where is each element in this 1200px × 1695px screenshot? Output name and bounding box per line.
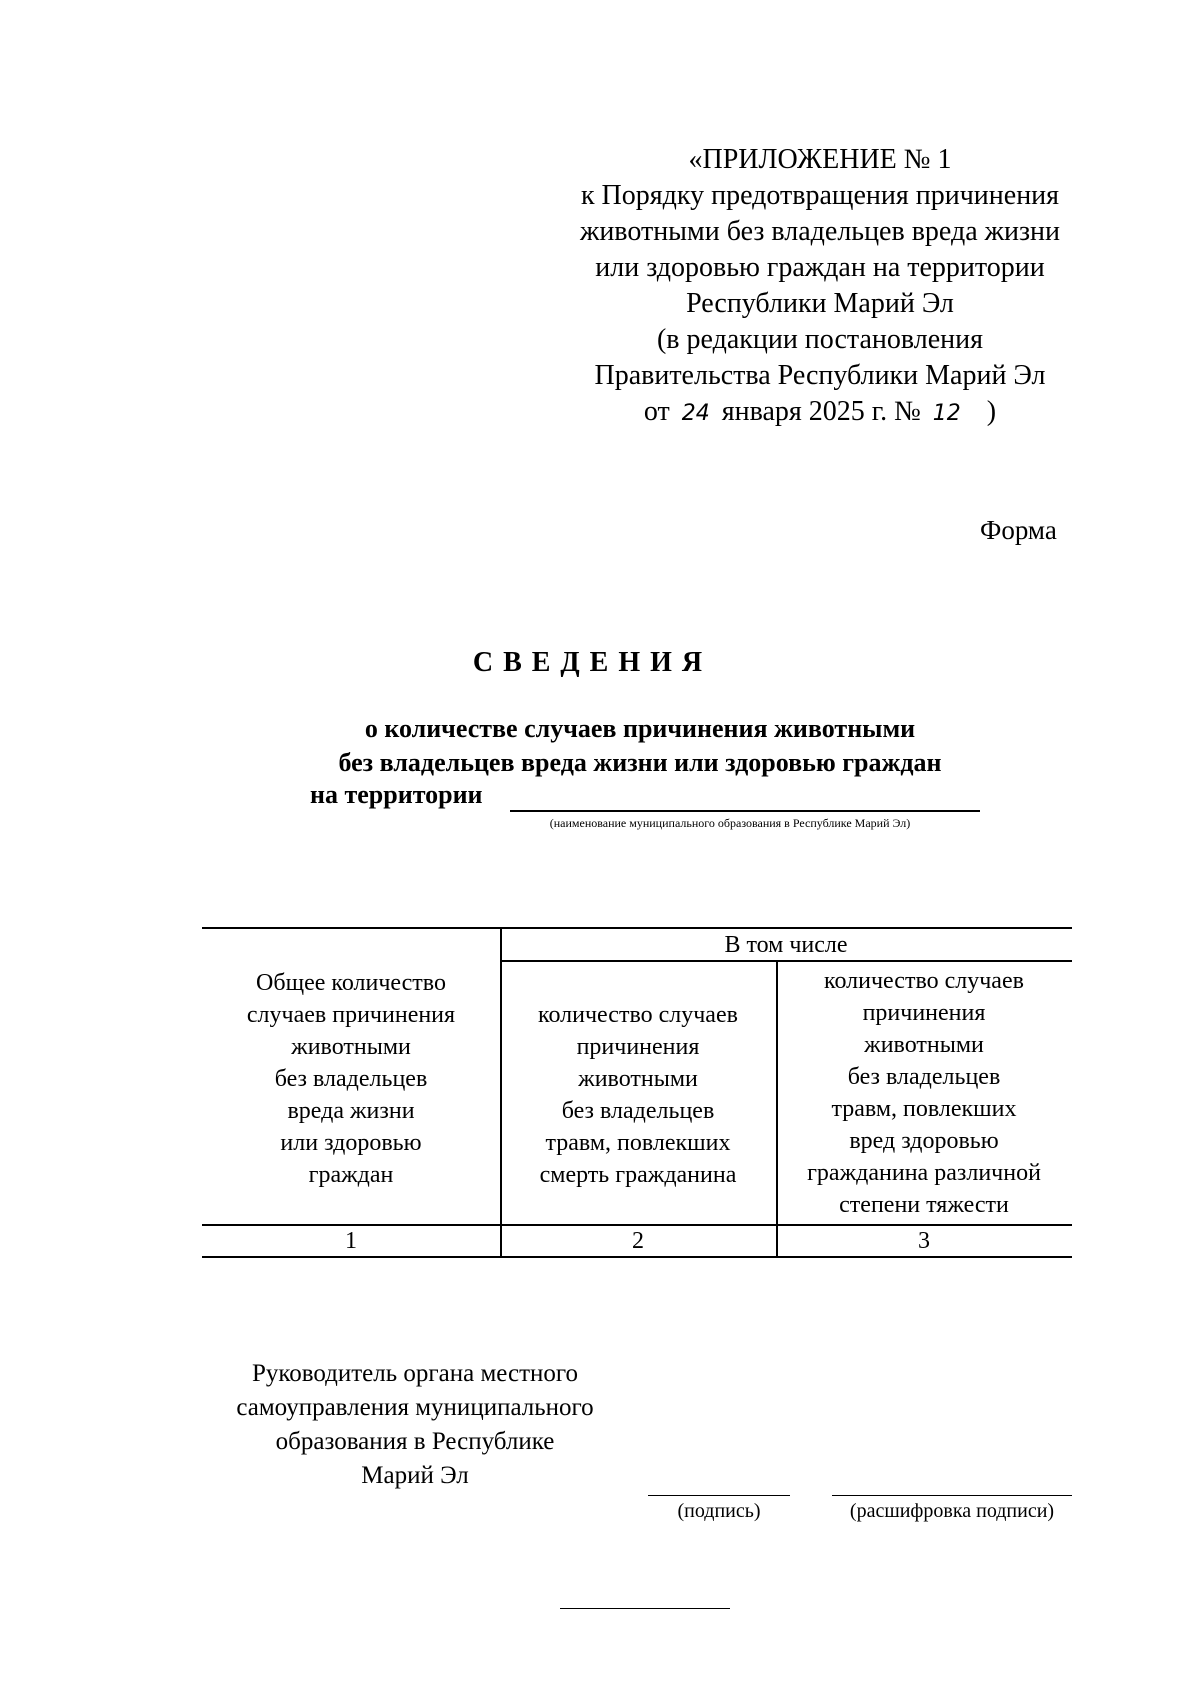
header-line: без владельцев bbox=[847, 1064, 1001, 1090]
header-line: смерть гражданина bbox=[539, 1162, 737, 1188]
header-line: причинения bbox=[862, 1000, 986, 1026]
territory-fill-line bbox=[510, 810, 980, 812]
header-line: животными bbox=[578, 1066, 698, 1092]
signatory-title bbox=[195, 1357, 635, 1493]
subtitle-line: о количестве случаев причинения животными bbox=[364, 714, 916, 743]
header-line: количество случаев bbox=[538, 1002, 738, 1028]
document-title: СВЕДЕНИЯ bbox=[472, 647, 713, 678]
date-middle: января 2025 г. № bbox=[721, 396, 921, 427]
appendix-line: животными без владельцев вреда жизни bbox=[579, 216, 1061, 247]
group-header: В том числе bbox=[724, 932, 848, 958]
form-label: Форма bbox=[980, 515, 1057, 545]
column-number-1: 1 bbox=[345, 1228, 357, 1254]
subtitle-line: без владельцев вреда жизни или здоровью граждан bbox=[338, 748, 942, 777]
header-line: без владельцев bbox=[561, 1098, 715, 1124]
territory-label: на территории bbox=[310, 780, 483, 809]
appendix-line: Республики Марий Эл bbox=[686, 288, 954, 319]
header-line: животными bbox=[864, 1032, 984, 1058]
header-line: травм, повлекших bbox=[831, 1096, 1017, 1122]
header-line: степени тяжести bbox=[839, 1192, 1009, 1218]
signature-line bbox=[648, 1495, 790, 1496]
header-line: животными bbox=[291, 1034, 411, 1060]
signatory-line: Руководитель органа местного bbox=[251, 1360, 579, 1387]
appendix-line: (в редакции постановления bbox=[656, 324, 984, 355]
date-prefix: от bbox=[643, 396, 670, 427]
document-subtitle bbox=[300, 712, 980, 780]
date-day: 24 bbox=[681, 401, 710, 426]
appendix-title: «ПРИЛОЖЕНИЕ № 1 bbox=[688, 144, 952, 175]
appendix-line: Правительства Республики Марий Эл bbox=[594, 360, 1046, 391]
closing-rule bbox=[560, 1608, 730, 1609]
signatory-line: Марий Эл bbox=[361, 1462, 469, 1489]
signature-caption: (подпись) bbox=[677, 1500, 761, 1522]
header-line: количество случаев bbox=[824, 968, 1024, 994]
header-line: граждан bbox=[308, 1162, 394, 1188]
signatory-line: самоуправления муниципального bbox=[236, 1394, 594, 1421]
header-line: гражданина различной bbox=[807, 1160, 1041, 1186]
data-table bbox=[202, 927, 1072, 1257]
appendix-header bbox=[560, 142, 1080, 432]
header-line: вред здоровью bbox=[849, 1128, 999, 1154]
appendix-date-line bbox=[560, 394, 1080, 432]
header-line: травм, повлекших bbox=[545, 1130, 731, 1156]
decryption-line bbox=[832, 1495, 1072, 1496]
decryption-caption: (расшифровка подписи) bbox=[849, 1500, 1055, 1522]
appendix-line: к Порядку предотвращения причинения bbox=[580, 180, 1060, 211]
doc-number: 12 bbox=[932, 401, 961, 426]
header-line: Общее количество bbox=[256, 970, 446, 996]
territory-hint: (наименование муниципального образования в Республике Марий Эл) bbox=[549, 816, 911, 830]
column-number-3: 3 bbox=[918, 1228, 930, 1254]
header-line: без владельцев bbox=[274, 1066, 428, 1092]
column-number-2: 2 bbox=[632, 1228, 644, 1254]
appendix-line: или здоровью граждан на территории bbox=[595, 252, 1045, 283]
header-line: или здоровью bbox=[280, 1130, 422, 1156]
date-suffix: ) bbox=[986, 396, 997, 427]
header-line: причинения bbox=[576, 1034, 700, 1060]
header-line: случаев причинения bbox=[246, 1002, 456, 1028]
header-line: вреда жизни bbox=[287, 1098, 415, 1124]
column-header-death bbox=[500, 999, 776, 1191]
column-header-total bbox=[202, 967, 500, 1191]
signatory-line: образования в Республике bbox=[275, 1428, 555, 1455]
column-header-injury bbox=[776, 965, 1072, 1221]
